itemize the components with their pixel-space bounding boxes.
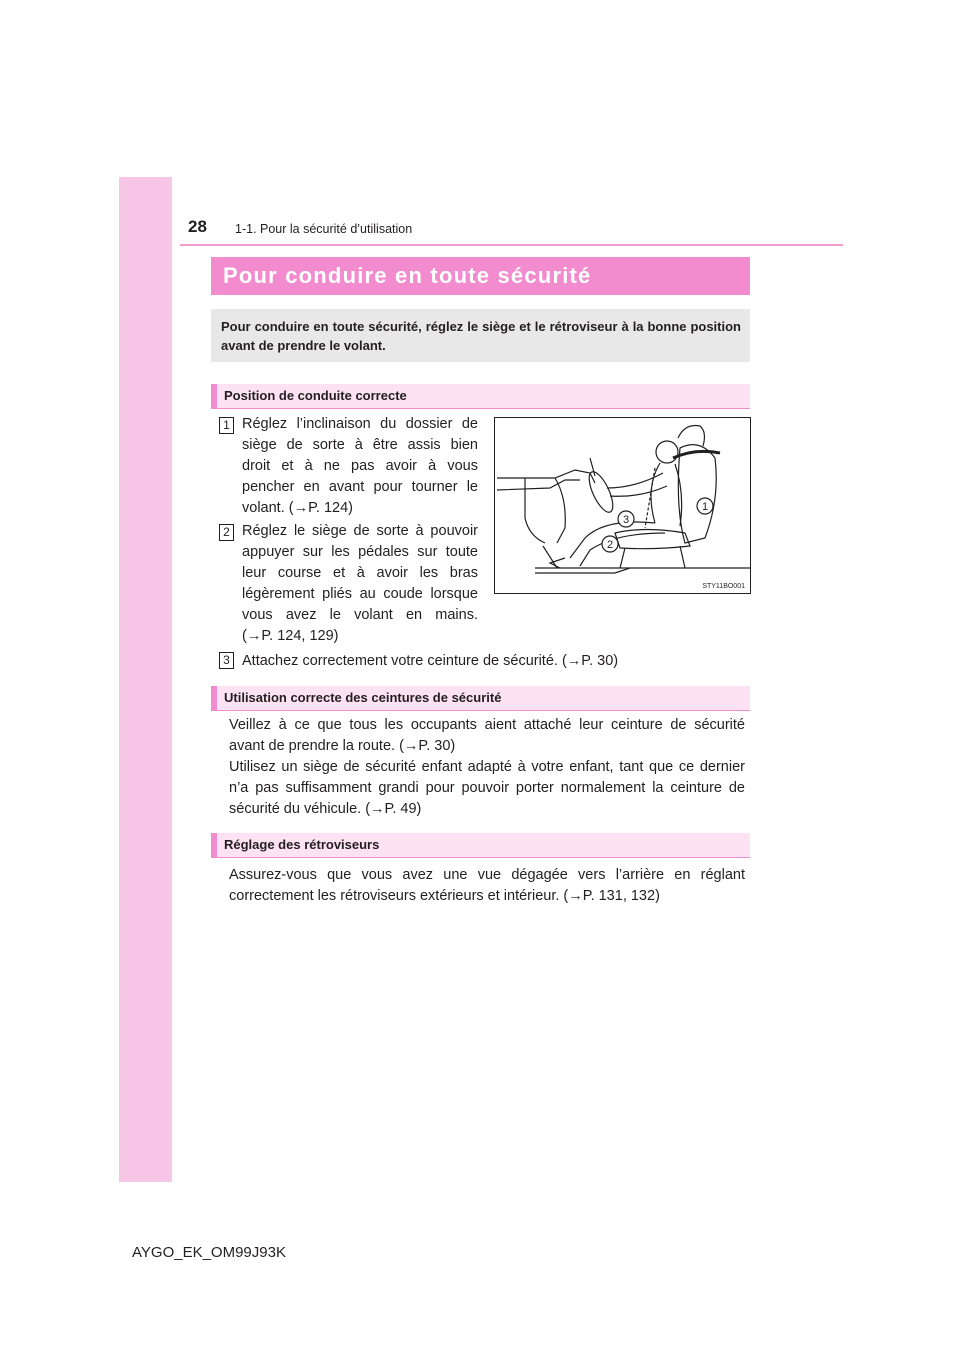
item-1-line: siège de sorte à être assis bien [242,437,478,453]
driving-position-illustration [494,417,751,594]
mirrors-text [229,865,745,907]
subheading-text: Utilisation correcte des ceintures de sécurité [224,690,502,705]
document-footer-code: AYGO_EK_OM99J93K [132,1244,286,1261]
side-tab-bar [119,177,172,1182]
seatbelts-line: Veillez à ce que tous les occupants aient attaché leur ceinture de sécurité [229,717,745,733]
subheading-text: Position de conduite correcte [224,388,407,403]
header-rule [180,244,843,246]
page-title-banner [211,257,750,295]
item-2-line: appuyer sur les pédales sur toute [242,544,478,560]
subheading-text: Réglage des rétroviseurs [224,837,380,852]
seatbelts-line: sécurité du véhicule. (→P. 49) [229,801,422,817]
mirrors-line: correctement les rétroviseurs extérieurs et intérieur. (→P. 131, 132) [229,888,660,904]
illustration-code: STY11BO001 [702,583,745,590]
item-2-line: Réglez le siège de sorte à pouvoir [242,523,478,539]
subheading-driving-position [211,384,750,409]
item-1-line: Réglez l’inclinaison du dossier de [242,416,478,432]
subheading-marker [211,686,217,710]
intro-text: Pour conduire en toute sécurité, réglez le siège et le rétroviseur à la bonne position avant de prendre le volant. [221,319,741,353]
callout-1: 1 [701,501,709,513]
item-2-line: vous avez le volant en mains. [242,607,478,623]
item-1-line: volant. (→P. 124) [242,500,353,516]
intro-box [211,309,750,362]
subheading-mirrors [211,833,750,858]
item-3-line: Attachez correctement votre ceinture de sécurité. (→P. 30) [242,653,619,669]
item-1-text [242,414,478,519]
item-2-text [242,521,478,647]
item-number-2: 2 [219,524,234,541]
subheading-marker [211,833,217,857]
subheading-seatbelts [211,686,750,711]
callout-3: 3 [622,514,630,526]
mirrors-line: Assurez-vous que vous avez une vue dégagée vers l’arrière en réglant [229,867,745,883]
subheading-marker [211,384,217,408]
item-1-line: pencher en avant pour tourner le [242,479,478,495]
driver-seat-drawing [495,418,750,593]
item-1-line: droit et à ne pas avoir à vous [242,458,478,474]
seatbelts-line: n’a pas suffisamment grandi pour pouvoir porter normalement la ceinture de [229,780,745,796]
item-number-1: 1 [219,417,234,434]
item-3-text [242,651,750,672]
seatbelts-line: avant de prendre la route. (→P. 30) [229,738,456,754]
section-header: 1-1. Pour la sécurité d’utilisation [235,222,413,236]
item-2-line: leur course et à avoir les bras [242,565,478,581]
seatbelts-text [229,715,745,820]
seatbelts-line: Utilisez un siège de sécurité enfant adapté à votre enfant, tant que ce dernier [229,759,745,775]
item-2-line: (→P. 124, 129) [242,628,339,644]
item-2-line: légèrement pliés au coude lorsque [242,586,478,602]
item-number-3: 3 [219,652,234,669]
page-number: 28 [188,217,207,236]
page-title: Pour conduire en toute sécurité [223,263,592,288]
callout-2: 2 [606,539,614,551]
